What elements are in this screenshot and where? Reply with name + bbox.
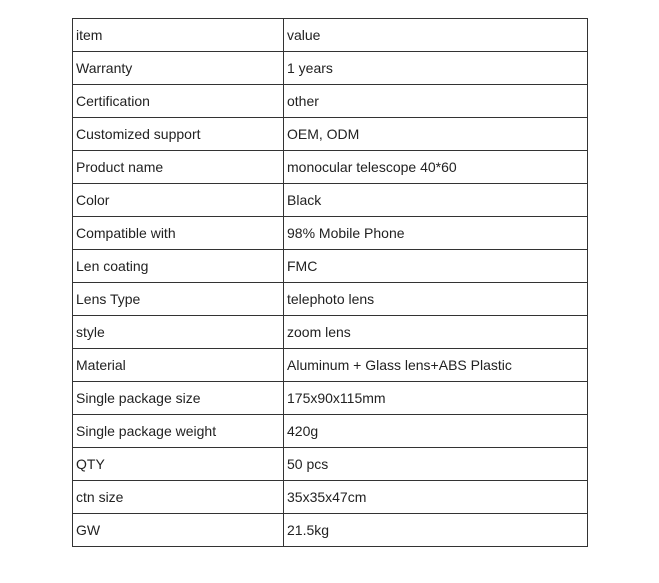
spec-value: monocular telescope 40*60 <box>284 151 588 184</box>
spec-value: FMC <box>284 250 588 283</box>
spec-label: GW <box>73 514 284 547</box>
spec-value: telephoto lens <box>284 283 588 316</box>
spec-value: zoom lens <box>284 316 588 349</box>
spec-value: 21.5kg <box>284 514 588 547</box>
spec-value: other <box>284 85 588 118</box>
spec-label: Compatible with <box>73 217 284 250</box>
spec-label: Lens Type <box>73 283 284 316</box>
table-row <box>73 283 588 316</box>
table-row <box>73 52 588 85</box>
table-row <box>73 382 588 415</box>
table-row <box>73 349 588 382</box>
spec-value: 98% Mobile Phone <box>284 217 588 250</box>
table-row <box>73 217 588 250</box>
table-row <box>73 250 588 283</box>
spec-label: item <box>73 19 284 52</box>
spec-label: Single package weight <box>73 415 284 448</box>
table-row <box>73 85 588 118</box>
spec-value: OEM, ODM <box>284 118 588 151</box>
spec-value: 35x35x47cm <box>284 481 588 514</box>
spec-label: Certification <box>73 85 284 118</box>
table-row <box>73 481 588 514</box>
spec-label: Single package size <box>73 382 284 415</box>
table-row <box>73 514 588 547</box>
spec-value: 50 pcs <box>284 448 588 481</box>
spec-value: 175x90x115mm <box>284 382 588 415</box>
spec-label: Product name <box>73 151 284 184</box>
table-row <box>73 151 588 184</box>
table-row <box>73 19 588 52</box>
table-row <box>73 118 588 151</box>
spec-label: style <box>73 316 284 349</box>
spec-label: ctn size <box>73 481 284 514</box>
spec-label: Warranty <box>73 52 284 85</box>
spec-value: Black <box>284 184 588 217</box>
table-row <box>73 448 588 481</box>
spec-table <box>72 18 588 547</box>
table-row <box>73 316 588 349</box>
spec-value: 1 years <box>284 52 588 85</box>
spec-value: Aluminum + Glass lens+ABS Plastic <box>284 349 588 382</box>
spec-value: 420g <box>284 415 588 448</box>
table-row <box>73 184 588 217</box>
spec-label: Customized support <box>73 118 284 151</box>
spec-label: Len coating <box>73 250 284 283</box>
spec-label: Material <box>73 349 284 382</box>
table-row <box>73 415 588 448</box>
spec-label: QTY <box>73 448 284 481</box>
spec-label: Color <box>73 184 284 217</box>
spec-value: value <box>284 19 588 52</box>
